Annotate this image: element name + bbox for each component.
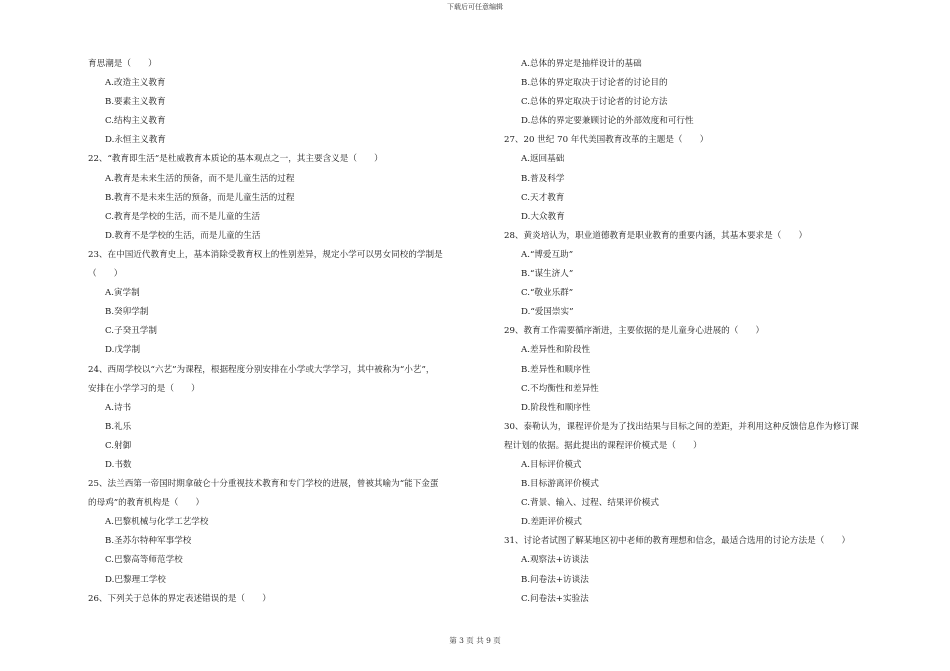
question-text: 27、20 世纪 70 年代美国教育改革的主题是（ ） (504, 135, 709, 146)
answer-option: C.子癸丑学制 (105, 326, 157, 337)
question-text: 22、“教育即生活”是杜威教育本质论的基本观点之一，其主要含义是（ ） (88, 154, 383, 165)
question-text: 23、在中国近代教育史上，基本消除受教育权上的性别差异，规定小学可以男女同校的学制是 (88, 249, 443, 260)
answer-option: B.教育不是未来生活的预备，而是儿童生活的过程 (105, 192, 295, 203)
answer-option: A.返回基础 (521, 154, 565, 165)
question-text: 30、泰勒认为，课程评价是为了找出结果与目标之间的差距，并利用这种反馈信息作为修订课 (504, 421, 859, 432)
page-footer: 第 3 页 共 9 页 (449, 636, 501, 645)
question-text: 29、教育工作需要循序渐进，主要依据的是儿童身心进展的（ ） (504, 326, 765, 337)
question-text: 的母鸡”的教育机构是（ ） (88, 498, 205, 509)
answer-option: B.差异性和顺序性 (521, 364, 591, 375)
right-column (504, 55, 904, 609)
answer-option: A.观察法+访谈法 (521, 555, 589, 566)
answer-option: A.“博爱互助” (521, 249, 574, 260)
answer-option: C.“敬业乐群” (521, 288, 574, 299)
answer-option: D.大众教育 (521, 211, 565, 222)
answer-option: B.“谋生济人” (521, 269, 574, 280)
question-text: 程计划的依据。据此提出的课程评价模式是（ ） (504, 440, 702, 451)
answer-option: B.目标游离评价模式 (521, 479, 599, 490)
answer-option: B.礼乐 (105, 421, 132, 432)
answer-option: A.改造主义教育 (105, 78, 166, 89)
answer-option: B.圣苏尔特种军事学校 (105, 536, 192, 547)
answer-option: D.“爱国崇实” (521, 307, 574, 318)
question-text: 25、法兰西第一帝国时期拿破仑十分重视技术教育和专门学校的进展，曾被其喻为“能下金蛋 (88, 479, 439, 490)
question-text: 31、讨论者试图了解某地区初中老师的教育理想和信念，最适合选用的讨论方法是（ ） (504, 536, 851, 547)
answer-option: D.阶段性和顺序性 (521, 402, 591, 413)
answer-option: A.巴黎机械与化学工艺学校 (105, 517, 209, 528)
answer-option: D.巴黎理工学校 (105, 574, 166, 585)
answer-option: A.总体的界定是抽样设计的基础 (521, 59, 642, 69)
answer-option: B.普及科学 (521, 173, 565, 184)
answer-option: C.结构主义教育 (105, 116, 166, 127)
answer-option: C.总体的界定取决于讨论者的讨论方法 (521, 97, 668, 108)
answer-option: C.问卷法+实验法 (521, 593, 589, 604)
answer-option: B.癸卯学制 (105, 307, 149, 318)
header-note: 下载后可任意编辑 (447, 3, 503, 11)
answer-option: B.总体的界定取决于讨论者的讨论目的 (521, 78, 668, 89)
question-text: 24、西周学校以“六艺”为课程，根据程度分别安排在小学或大学学习，其中被称为“小艺”， (88, 364, 435, 375)
question-text: 28、黄炎培认为，职业道德教育是职业教育的重要内涵，其基本要求是（ ） (504, 230, 808, 241)
answer-option: D.书数 (105, 459, 132, 470)
answer-option: C.巴黎高等师范学校 (105, 555, 183, 566)
answer-option: A.诗书 (105, 402, 132, 413)
answer-option: C.教育是学校的生活，而不是儿童的生活 (105, 211, 261, 222)
answer-option: C.不均衡性和差异性 (521, 383, 599, 394)
answer-option: D.教育不是学校的生活，而是儿童的生活 (105, 230, 261, 241)
question-text: 26、下列关于总体的界定表述错误的是（ ） (88, 593, 271, 604)
answer-option: D.永恒主义教育 (105, 135, 166, 146)
question-text: 育思潮是（ ） (88, 59, 157, 69)
answer-option: B.要素主义教育 (105, 97, 166, 108)
left-column (88, 55, 490, 609)
answer-option: B.问卷法+访谈法 (521, 574, 589, 585)
answer-option: D.戊学制 (105, 345, 141, 356)
answer-option: D.总体的界定要兼顾讨论的外部效度和可行性 (521, 116, 694, 127)
answer-option: A.差异性和阶段性 (521, 345, 591, 356)
answer-option: C.射御 (105, 440, 132, 451)
answer-option: A.目标评价模式 (521, 459, 582, 470)
answer-option: A.寅学制 (105, 288, 140, 299)
answer-option: C.背景、输入、过程、结果评价模式 (521, 498, 659, 509)
answer-option: C.天才教育 (521, 192, 565, 203)
answer-option: D.差距评价模式 (521, 517, 582, 528)
question-text: 安排在小学学习的是（ ） (88, 383, 200, 394)
question-text: （ ） (88, 269, 123, 280)
answer-option: A.教育是未来生活的预备，而不是儿童生活的过程 (105, 173, 295, 184)
